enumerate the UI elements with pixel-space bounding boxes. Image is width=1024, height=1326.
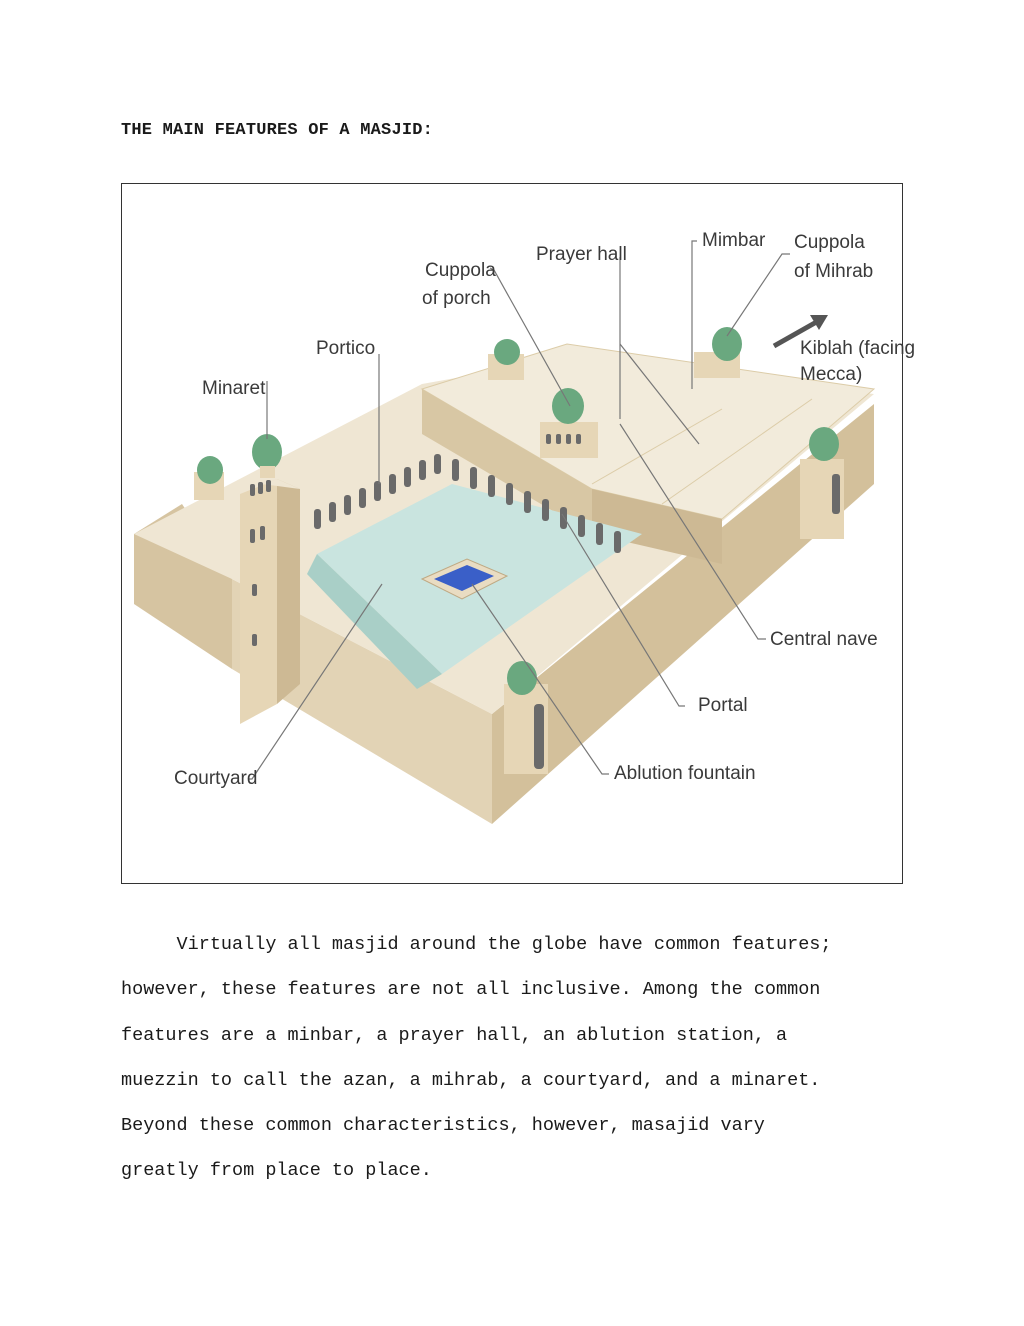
dome-corner-front (507, 661, 537, 695)
dome-porch (552, 388, 584, 424)
masjid-diagram (121, 183, 916, 884)
label-cuppola-mihrab-1: Cuppola (794, 232, 865, 253)
minaret-dome (252, 434, 282, 470)
minaret-front (240, 479, 277, 724)
paragraph-line: however, these features are not all inclusive. Among the common (121, 979, 821, 1001)
paragraph-line: greatly from place to place. (121, 1160, 432, 1182)
label-cuppola-mihrab-2: of Mihrab (794, 261, 874, 282)
label-portico: Portico (316, 338, 376, 359)
dome-corner-back (494, 339, 520, 365)
label-cuppola-porch-2: of porch (422, 288, 491, 309)
body-paragraph (121, 922, 921, 1194)
page-heading: THE MAIN FEATURES OF A MASJID: (121, 121, 434, 140)
label-courtyard: Courtyard (174, 768, 258, 789)
label-mimbar: Mimbar (702, 230, 766, 251)
minaret-side (277, 479, 300, 704)
label-cuppola-porch-1: Cuppola (425, 260, 496, 281)
masjid-illustration (122, 184, 916, 883)
paragraph-line: Virtually all masjid around the globe have common features; (121, 934, 832, 955)
label-central-nave: Central nave (770, 629, 878, 650)
paragraph-line: Beyond these common characteristics, however, masajid vary (121, 1115, 765, 1137)
dome-corner-right (809, 427, 839, 461)
paragraph-line: muezzin to call the azan, a mihrab, a courtyard, and a minaret. (121, 1069, 821, 1091)
label-kiblah-2: Mecca) (800, 364, 863, 385)
dome-mihrab (712, 327, 742, 361)
label-minaret: Minaret (202, 378, 266, 399)
paragraph-line: features are a minbar, a prayer hall, an ablution station, a (121, 1024, 788, 1046)
label-ablution-fountain: Ablution fountain (614, 763, 756, 784)
dome-corner-left (197, 456, 223, 484)
label-kiblah-1: Kiblah (facing (800, 338, 916, 359)
label-portal: Portal (698, 695, 748, 716)
label-prayer-hall: Prayer hall (536, 244, 627, 265)
